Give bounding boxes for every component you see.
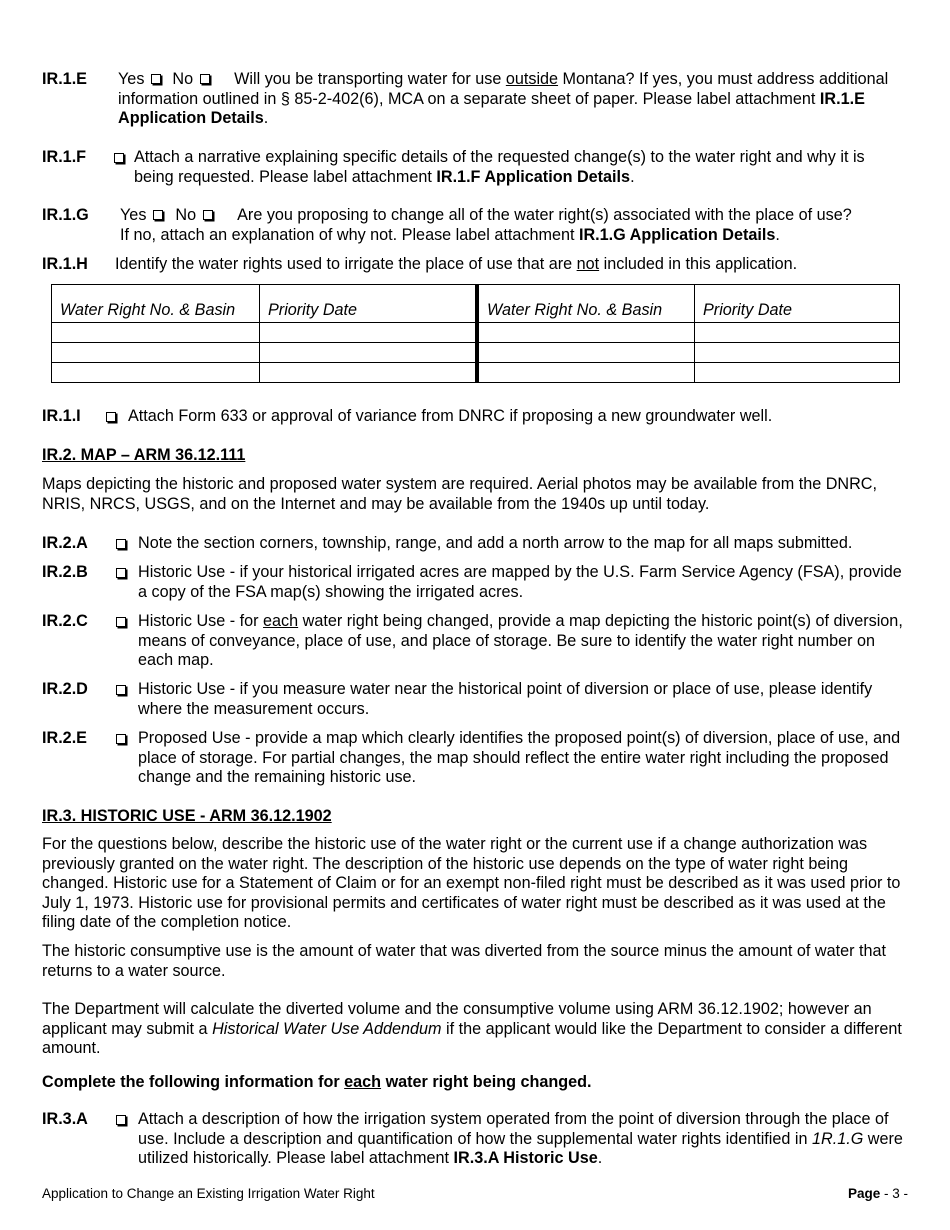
underlined-word: each bbox=[344, 1073, 382, 1091]
table-cell[interactable] bbox=[260, 363, 478, 383]
item-ir1f bbox=[42, 148, 908, 187]
col-header-water-right-2: Water Right No. & Basin bbox=[477, 285, 695, 323]
water-rights-table bbox=[51, 284, 900, 383]
item-ir3a bbox=[42, 1110, 908, 1169]
table-cell[interactable] bbox=[260, 343, 478, 363]
addendum-name: Historical Water Use Addendum bbox=[212, 1019, 442, 1038]
attach-checkbox[interactable] bbox=[116, 1115, 126, 1125]
page-footer bbox=[42, 1184, 908, 1204]
underlined-word: each bbox=[263, 612, 299, 630]
table-row bbox=[52, 343, 900, 363]
item-ir1e bbox=[42, 70, 908, 129]
col-header-priority-date-2: Priority Date bbox=[695, 285, 900, 323]
complete-instruction bbox=[42, 1073, 908, 1093]
item-text: Proposed Use - provide a map which clearly identifies the proposed point(s) of diversion, place of use, and place of storage. For partial changes, the map should reflect the entire water right including the proposed change and the remaining historic use. bbox=[138, 729, 901, 787]
period: . bbox=[775, 225, 780, 244]
yes-label: Yes bbox=[120, 206, 147, 224]
item-ref: 1R.1.G bbox=[812, 1129, 864, 1148]
item-ir2d bbox=[42, 680, 908, 719]
question-text: Will you be transporting water for use bbox=[234, 70, 502, 88]
item-label: IR.1.I bbox=[42, 407, 81, 425]
table-row bbox=[52, 323, 900, 343]
yes-checkbox[interactable] bbox=[153, 210, 163, 220]
item-text-cont: water right being changed, provide a map depicting the historic point(s) of diversion, means of conveyance, place of use, and place of storage. Be sure to identify the water right number on each map. bbox=[138, 612, 903, 670]
water-rights-table-wrap bbox=[42, 284, 900, 383]
yes-checkbox[interactable] bbox=[151, 74, 161, 84]
no-checkbox[interactable] bbox=[200, 74, 210, 84]
item-label: IR.1.G bbox=[42, 206, 89, 224]
yes-label: Yes bbox=[118, 70, 145, 88]
table-cell[interactable] bbox=[260, 323, 478, 343]
col-header-priority-date-1: Priority Date bbox=[260, 285, 478, 323]
section-paragraph-2: The historic consumptive use is the amount of water that was diverted from the source minus the amount of water that returns to a water source. bbox=[42, 942, 886, 980]
table-cell[interactable] bbox=[477, 363, 695, 383]
instruction-text-cont: water right being changed. bbox=[385, 1073, 592, 1091]
item-ir2e bbox=[42, 729, 908, 788]
item-text: Attach a description of how the irrigation system operated from the point of diversion through the place of use. Include a description and quantification of how the supplemental water rights identified in bbox=[138, 1110, 889, 1148]
table-cell[interactable] bbox=[477, 323, 695, 343]
table-header-row bbox=[52, 285, 900, 323]
section-heading-ir2: IR.2. MAP – ARM 36.12.111 bbox=[42, 446, 246, 464]
item-label: IR.1.E bbox=[42, 70, 87, 88]
section-paragraph-1: For the questions below, describe the historic use of the water right or the current use if a change authorization was previously granted on the water right. The description of the historic use depends on the type of water right being changed. Historic use for a Statement of Claim or for an exempt non-filed right must be described as it was used prior to July 1, 1973. Historic use for provisional permits and certificates of water right must be described as it was used at the filing date of the completion notice. bbox=[42, 835, 901, 932]
section-heading-ir3: IR.3. HISTORIC USE - ARM 36.12.1902 bbox=[42, 807, 332, 825]
table-row bbox=[52, 363, 900, 383]
item-text: Historic Use - if your historical irrigated acres are mapped by the U.S. Farm Service Agency (FSA), provide a copy of the FSA map(s) showing the irrigated acres. bbox=[138, 563, 902, 601]
table-cell[interactable] bbox=[695, 363, 900, 383]
footer-title: Application to Change an Existing Irrigation Water Right bbox=[42, 1186, 375, 1201]
paragraph-text: The Department will calculate the diverted volume and the consumptive volume using ARM 36.12.1902; however an applicant may submit a bbox=[42, 1000, 872, 1038]
section-paragraph-3 bbox=[42, 1000, 908, 1059]
attach-checkbox[interactable] bbox=[116, 539, 126, 549]
period: . bbox=[597, 1149, 603, 1168]
no-label: No bbox=[172, 70, 194, 88]
item-ir1g bbox=[42, 206, 908, 245]
question-text-cont: Montana? If yes, you must address additional information outlined in § 85-2-402(6), MCA on a separate sheet of paper. Please label attachment bbox=[118, 70, 889, 108]
underlined-word: outside bbox=[505, 70, 559, 88]
item-text: Note the section corners, township, range, and add a north arrow to the map for all maps submitted. bbox=[138, 534, 853, 552]
item-text-cont: were utilized historically. Please label attachment bbox=[138, 1129, 903, 1168]
item-ir2c bbox=[42, 612, 908, 671]
page-num: - 3 - bbox=[883, 1186, 908, 1201]
item-label: IR.2.E bbox=[42, 729, 87, 747]
item-text: Historic Use - for bbox=[138, 612, 259, 630]
attach-checkbox[interactable] bbox=[116, 617, 126, 627]
item-ir1h bbox=[42, 255, 908, 275]
item-text: Identify the water rights used to irrigate the place of use that are bbox=[115, 255, 573, 273]
table-cell[interactable] bbox=[695, 323, 900, 343]
no-label: No bbox=[175, 206, 197, 224]
attach-checkbox[interactable] bbox=[106, 412, 116, 422]
item-ir1i bbox=[42, 407, 908, 427]
table-cell[interactable] bbox=[52, 343, 260, 363]
item-label: IR.3.A bbox=[42, 1110, 88, 1128]
period: . bbox=[630, 167, 635, 186]
attachment-name: IR.1.G Application Details bbox=[578, 225, 776, 244]
item-label: IR.1.F bbox=[42, 148, 87, 166]
attach-checkbox[interactable] bbox=[116, 568, 126, 578]
item-label: IR.2.B bbox=[42, 563, 88, 581]
item-label: IR.2.D bbox=[42, 680, 88, 698]
attachment-name: IR.1.E Application Details bbox=[118, 89, 865, 128]
item-text: Historic Use - if you measure water near the historical point of diversion or place of use, please identify where the measurement occurs. bbox=[138, 680, 873, 718]
item-label: IR.2.A bbox=[42, 534, 88, 552]
section-intro: Maps depicting the historic and proposed water system are required. Aerial photos may be available from the DNRC, NRIS, NRCS, USGS, and on the Internet and may be available from the 1940s up until today. bbox=[42, 475, 877, 513]
item-label: IR.2.C bbox=[42, 612, 88, 630]
instruction-text: Complete the following information for bbox=[42, 1073, 340, 1091]
attach-checkbox[interactable] bbox=[116, 685, 126, 695]
attach-checkbox[interactable] bbox=[116, 734, 126, 744]
period: . bbox=[263, 109, 269, 128]
question-text-cont: If no, attach an explanation of why not. Please label attachment bbox=[120, 225, 575, 244]
item-label: IR.1.H bbox=[42, 255, 88, 273]
table-cell[interactable] bbox=[695, 343, 900, 363]
table-cell[interactable] bbox=[52, 323, 260, 343]
item-text: Attach Form 633 or approval of variance from DNRC if proposing a new groundwater well. bbox=[128, 407, 773, 425]
table-cell[interactable] bbox=[477, 343, 695, 363]
item-ir2a bbox=[42, 534, 908, 554]
attachment-name: IR.3.A Historic Use bbox=[453, 1149, 598, 1168]
col-header-water-right-1: Water Right No. & Basin bbox=[52, 285, 260, 323]
item-text: Attach a narrative explaining specific details of the requested change(s) to the water right and why it is being requested. Please label attachment bbox=[134, 148, 865, 186]
page-number bbox=[848, 1184, 908, 1204]
page-label: Page bbox=[847, 1186, 881, 1201]
no-checkbox[interactable] bbox=[203, 210, 213, 220]
item-text-cont: included in this application. bbox=[603, 255, 798, 273]
attachment-name: IR.1.F Application Details bbox=[436, 167, 631, 186]
attach-checkbox[interactable] bbox=[114, 153, 124, 163]
paragraph-text-cont: if the applicant would like the Department to consider a different amount. bbox=[42, 1019, 902, 1058]
underlined-word: not bbox=[576, 255, 600, 273]
item-ir2b bbox=[42, 563, 908, 602]
table-cell[interactable] bbox=[52, 363, 260, 383]
question-text: Are you proposing to change all of the water right(s) associated with the place of use? bbox=[237, 206, 852, 224]
